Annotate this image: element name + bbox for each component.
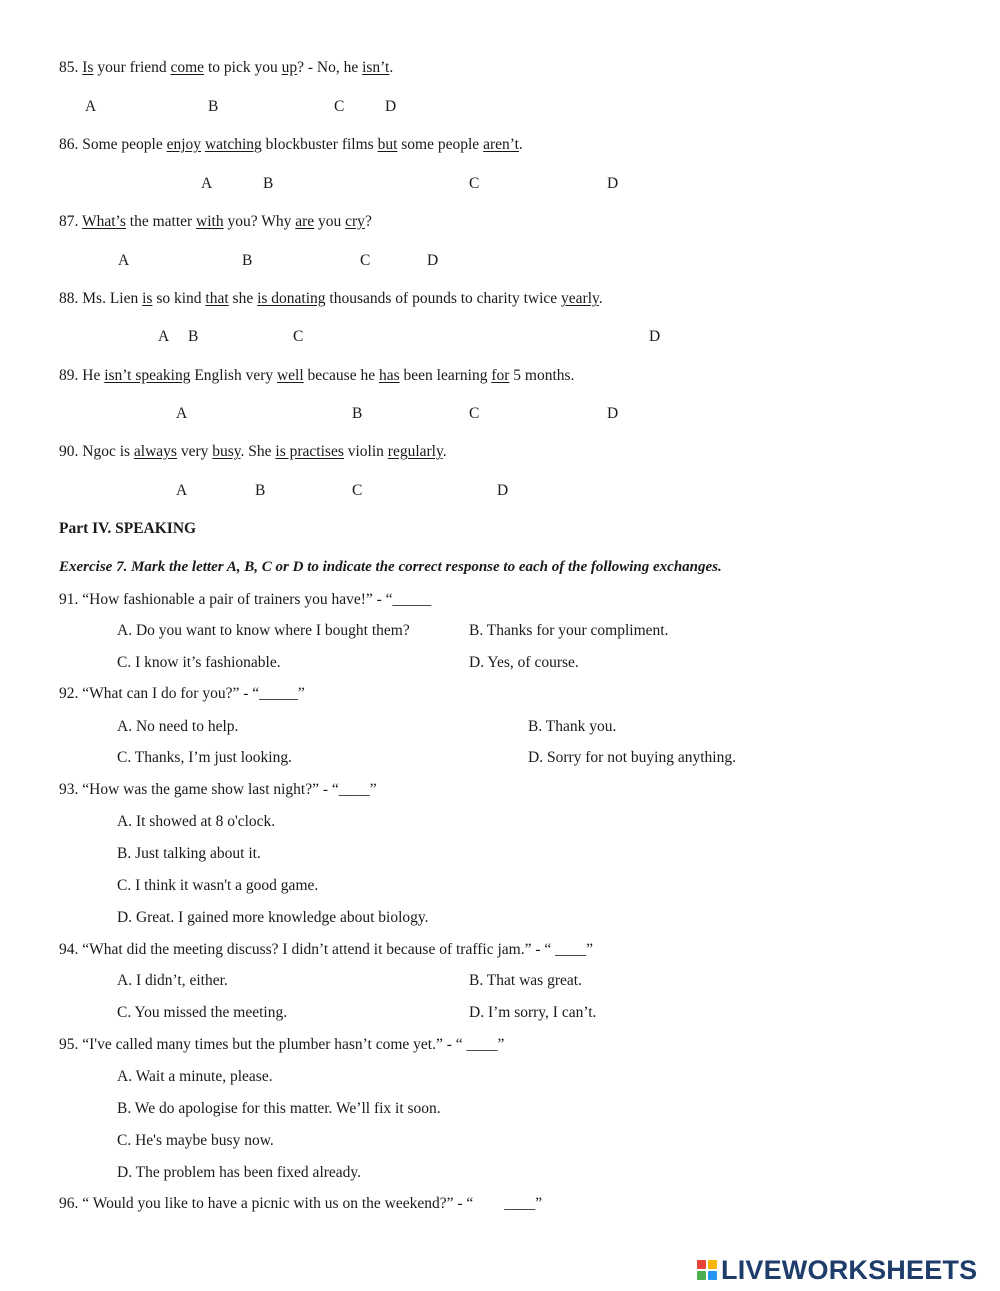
question-96: 96. “ Would you like to have a picnic with us on the weekend?” - “ ____” bbox=[59, 1195, 543, 1212]
liveworksheets-logo bbox=[697, 1255, 977, 1285]
answer-letter-b: B bbox=[263, 175, 274, 192]
option-94-a[interactable]: A. I didn’t, either. bbox=[117, 972, 228, 989]
option-92-a[interactable]: A. No need to help. bbox=[117, 718, 239, 735]
option-95-d[interactable]: D. The problem has been fixed already. bbox=[117, 1164, 362, 1181]
sentence-text: . bbox=[389, 59, 394, 76]
part-heading: Part IV. SPEAKING bbox=[59, 520, 197, 537]
underlined-part[interactable]: are bbox=[295, 213, 315, 230]
sentence-text: 88. Ms. Lien bbox=[59, 290, 143, 307]
underlined-part[interactable]: with bbox=[196, 213, 224, 230]
underlined-part[interactable]: that bbox=[205, 290, 229, 307]
option-94-b[interactable]: B. That was great. bbox=[469, 972, 582, 989]
option-94-c[interactable]: C. You missed the meeting. bbox=[117, 1004, 288, 1021]
sentence-text: you bbox=[314, 213, 346, 230]
question-88 bbox=[59, 290, 603, 308]
question-94: 94. “What did the meeting discuss? I didn’t attend it because of traffic jam.” - “ ____” bbox=[59, 941, 594, 958]
answer-letter-c: C bbox=[352, 482, 363, 499]
question-85 bbox=[59, 59, 393, 77]
answer-letter-a: A bbox=[158, 328, 170, 345]
answer-letter-b: B bbox=[188, 328, 199, 345]
answer-letter-b: B bbox=[208, 98, 219, 115]
option-92-d[interactable]: D. Sorry for not buying anything. bbox=[528, 749, 736, 766]
question-90 bbox=[59, 443, 447, 461]
sentence-text: ? - No, he bbox=[297, 59, 363, 76]
sentence-text: English very bbox=[190, 367, 277, 384]
answer-letter-b: B bbox=[255, 482, 266, 499]
sentence-text: so kind bbox=[152, 290, 206, 307]
sentence-text: 85. bbox=[59, 59, 83, 76]
sentence-text: blockbuster films bbox=[261, 136, 378, 153]
sentence-text: . bbox=[442, 443, 447, 460]
sentence-text: the matter bbox=[125, 213, 197, 230]
answer-letter-b: B bbox=[242, 252, 253, 269]
logo-blocks-icon bbox=[697, 1260, 717, 1280]
option-91-b[interactable]: B. Thanks for your compliment. bbox=[469, 622, 669, 639]
question-86 bbox=[59, 136, 523, 154]
answer-letter-a: A bbox=[118, 252, 130, 269]
option-95-a[interactable]: A. Wait a minute, please. bbox=[117, 1068, 273, 1085]
option-91-d[interactable]: D. Yes, of course. bbox=[469, 654, 579, 671]
underlined-part[interactable]: isn’t bbox=[362, 59, 390, 76]
option-94-d[interactable]: D. I’m sorry, I can’t. bbox=[469, 1004, 597, 1021]
underlined-part[interactable]: come bbox=[170, 59, 205, 76]
option-91-c[interactable]: C. I know it’s fashionable. bbox=[117, 654, 281, 671]
sentence-text: 90. Ngoc is bbox=[59, 443, 134, 460]
option-93-d[interactable]: D. Great. I gained more knowledge about biology. bbox=[117, 909, 429, 926]
underlined-part[interactable]: busy bbox=[212, 443, 241, 460]
answer-letter-d: D bbox=[385, 98, 397, 115]
logo-text: LIVEWORKSHEETS bbox=[721, 1254, 978, 1285]
underlined-part[interactable]: for bbox=[491, 367, 510, 384]
answer-letter-c: C bbox=[469, 405, 480, 422]
answer-letter-d: D bbox=[607, 175, 619, 192]
sentence-text: 87. bbox=[59, 213, 82, 230]
underlined-part[interactable]: enjoy bbox=[166, 136, 202, 153]
option-93-b[interactable]: B. Just talking about it. bbox=[117, 845, 261, 862]
underlined-part[interactable]: is bbox=[142, 290, 153, 307]
option-92-c[interactable]: C. Thanks, I’m just looking. bbox=[117, 749, 292, 766]
answer-letter-c: C bbox=[360, 252, 371, 269]
underlined-part[interactable]: has bbox=[378, 367, 400, 384]
sentence-text: some people bbox=[397, 136, 484, 153]
option-93-a[interactable]: A. It showed at 8 o'clock. bbox=[117, 813, 276, 830]
question-95: 95. “I've called many times but the plumber hasn’t come yet.” - “ ____” bbox=[59, 1036, 505, 1053]
underlined-part[interactable]: Is bbox=[82, 59, 94, 76]
sentence-text: . bbox=[598, 290, 603, 307]
underlined-part[interactable]: is donating bbox=[257, 290, 326, 307]
answer-letter-a: A bbox=[201, 175, 213, 192]
underlined-part[interactable]: watching bbox=[204, 136, 262, 153]
sentence-text: very bbox=[176, 443, 213, 460]
sentence-text: been learning bbox=[399, 367, 492, 384]
exercise-heading: Exercise 7. Mark the letter A, B, C or D to indicate the correct response to each of the following exchanges. bbox=[59, 559, 722, 575]
answer-letter-d: D bbox=[649, 328, 661, 345]
sentence-text: to pick you bbox=[204, 59, 282, 76]
answer-letter-c: C bbox=[293, 328, 304, 345]
underlined-part[interactable]: is practises bbox=[275, 443, 344, 460]
sentence-text: because he bbox=[303, 367, 379, 384]
underlined-part[interactable]: always bbox=[133, 443, 177, 460]
answer-letter-c: C bbox=[469, 175, 480, 192]
sentence-text: 89. He bbox=[59, 367, 105, 384]
option-93-c[interactable]: C. I think it wasn't a good game. bbox=[117, 877, 319, 894]
sentence-text: violin bbox=[343, 443, 388, 460]
answer-letter-d: D bbox=[497, 482, 509, 499]
question-93: 93. “How was the game show last night?” - “____” bbox=[59, 781, 377, 798]
option-95-c[interactable]: C. He's maybe busy now. bbox=[117, 1132, 274, 1149]
question-87 bbox=[59, 213, 372, 231]
answer-letter-a: A bbox=[176, 482, 188, 499]
sentence-text: she bbox=[228, 290, 258, 307]
underlined-part[interactable]: up bbox=[281, 59, 298, 76]
underlined-part[interactable]: well bbox=[276, 367, 304, 384]
underlined-part[interactable]: aren’t bbox=[483, 136, 519, 153]
sentence-text: your friend bbox=[93, 59, 171, 76]
sentence-text: . She bbox=[240, 443, 276, 460]
answer-letter-d: D bbox=[427, 252, 439, 269]
answer-letter-a: A bbox=[176, 405, 188, 422]
option-95-b[interactable]: B. We do apologise for this matter. We’ll fix it soon. bbox=[117, 1100, 441, 1117]
question-92: 92. “What can I do for you?” - “_____” bbox=[59, 685, 305, 702]
question-91: 91. “How fashionable a pair of trainers you have!” - “_____ bbox=[59, 591, 432, 608]
underlined-part[interactable]: yearly bbox=[561, 290, 599, 307]
option-91-a[interactable]: A. Do you want to know where I bought them? bbox=[117, 622, 410, 639]
sentence-text: thousands of pounds to charity twice bbox=[325, 290, 562, 307]
sentence-text: 86. Some people bbox=[59, 136, 167, 153]
sentence-text: 5 months. bbox=[509, 367, 575, 384]
underlined-part[interactable]: What’s bbox=[81, 213, 126, 230]
answer-letter-c: C bbox=[334, 98, 345, 115]
answer-letter-b: B bbox=[352, 405, 363, 422]
underlined-part[interactable]: cry bbox=[345, 213, 365, 230]
question-89 bbox=[59, 367, 574, 385]
answer-letter-a: A bbox=[85, 98, 97, 115]
option-92-b[interactable]: B. Thank you. bbox=[528, 718, 617, 735]
answer-letter-d: D bbox=[607, 405, 619, 422]
underlined-part[interactable]: but bbox=[377, 136, 398, 153]
underlined-part[interactable]: isn’t speaking bbox=[104, 367, 191, 384]
underlined-part[interactable]: regularly bbox=[387, 443, 443, 460]
sentence-text: ? bbox=[364, 213, 372, 230]
sentence-text: . bbox=[518, 136, 523, 153]
sentence-text: you? Why bbox=[223, 213, 296, 230]
